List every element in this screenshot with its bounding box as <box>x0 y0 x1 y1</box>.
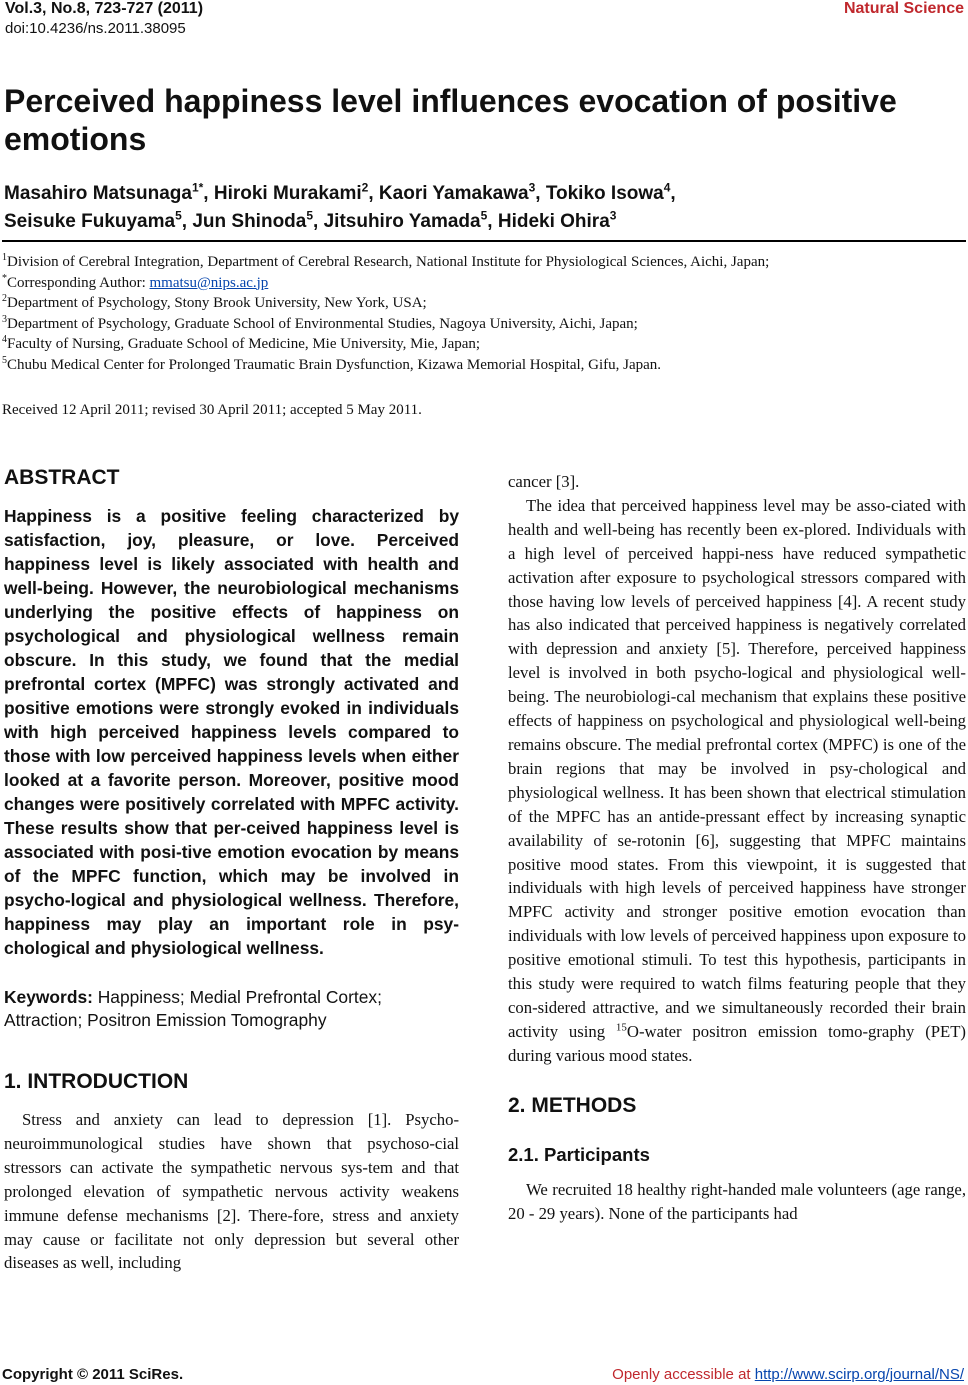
volume-info: Vol.3, No.8, 723-727 (2011) <box>5 0 204 17</box>
author: Masahiro Matsunaga <box>4 183 192 204</box>
affiliation-sup: 4 <box>2 334 7 346</box>
received-dates: Received 12 April 2011; revised 30 April 2011; accepted 5 May 2011. <box>2 402 422 418</box>
participants-text: We recruited 18 healthy right-handed male volunteers (age range, 20 - 29 years). None of the participants had <box>508 1179 966 1223</box>
author: Kaori Yamakawa <box>378 183 529 204</box>
author-sep: , <box>313 211 324 232</box>
right-column <box>508 470 966 1225</box>
author-sep: , <box>670 183 676 204</box>
open-access-text: Openly accessible at <box>612 1366 755 1383</box>
author-sup: 2 <box>361 180 369 195</box>
affiliation-sup: * <box>2 272 7 284</box>
keywords-label: Keywords: <box>4 987 93 1007</box>
affiliation <box>2 355 962 376</box>
paragraph-text: The idea that perceived happiness level may be asso-ciated with health and well-being has recently been ex-plored. Individuals with a high level of perceived happi-ness have reduced sympathetic activation after exposure to psychological stressors compared with those having low levels of perceived happiness [4]. A recent study has also indicated that perceived happiness is negatively correlated with depression and anxiety [5]. Therefore, perceived happiness level is involved in both psycho-logical and physiological well-being. The neurobiologi-cal mechanism that explains these positive effects of happiness on psychological and physiological well-being remains obscure. The medial prefrontal cortex (MPFC) is one of the brain regions that may be involved in psy-chological and physiological wellness. It has been shown that electrical stimulation of the MPFC has an antide-pressant effect by increasing synaptic availability of se-rotonin [6], suggesting that MPFC maintains positive mood states. From this viewpoint, it is suggested that individuals with high levels of perceived happiness have stronger MPFC activity and stronger positive emotion evocation than individuals with low levels of perceived happiness upon exposure to positive emotional stimuli. To test this hypothesis, participants in this study were required to watch films featuring people that they con-sidered attractive, and we simultaneously recorded their brain activity using <box>508 495 966 1041</box>
journal-url-link[interactable]: http://www.scirp.org/journal/NS/ <box>754 1366 964 1383</box>
author-sep: , <box>203 183 214 204</box>
introduction-text: Stress and anxiety can lead to depression [1]. Psycho-neuroimmunological studies have shown that psychoso-cial stressors can activate the sympathetic nervous sys-tem and that prolonged elevation of sympathetic nervous activity weakens immune defense mechanisms [2]. There-fore, stress and anxiety may cause or facilitate not only depression but several other diseases as well, including <box>4 1110 459 1273</box>
affiliation-text: Division of Cerebral Integration, Department of Cerebral Research, National Institute for Physiological Sciences, Aichi, Japan; <box>7 254 770 270</box>
affiliations <box>2 252 962 376</box>
author-sup: 1* <box>191 180 204 195</box>
author-list <box>4 180 954 236</box>
author-sep: , <box>181 211 193 232</box>
left-column <box>4 466 459 1275</box>
header-rule <box>2 240 966 242</box>
affiliation <box>2 334 962 355</box>
affiliation-text: Department of Psychology, Graduate School of Environmental Studies, Nagoya University, Aichi, Japan; <box>7 315 638 332</box>
author: Jun Shinoda <box>192 211 307 232</box>
author: Seisuke Fukuyama <box>4 211 176 232</box>
affiliation-sup: 3 <box>2 313 7 325</box>
isotope-superscript: 15 <box>615 1021 627 1034</box>
email-link[interactable]: mmatsu@nips.ac.jp <box>149 274 269 291</box>
author-sep: , <box>487 211 498 232</box>
author-sup: 4 <box>663 180 671 195</box>
affiliation-sup: 2 <box>2 293 7 305</box>
affiliation-sup: 1 <box>2 252 7 263</box>
affiliation-text: Chubu Medical Center for Prolonged Traumatic Brain Dysfunction, Kizawa Memorial Hospital, Gifu, Japan. <box>7 356 662 373</box>
methods-heading: 2. METHODS <box>508 1093 637 1117</box>
paper-title: Perceived happiness level influences evocation of positive emotions <box>4 83 897 157</box>
introduction-paragraph <box>508 494 966 1068</box>
affiliation <box>2 293 962 314</box>
author-sup: 3 <box>609 208 617 223</box>
continued-text: cancer [3]. <box>508 472 580 491</box>
author-sup: 5 <box>306 208 314 223</box>
keywords-text: Happiness; Medial Prefrontal Cortex; Attraction; Positron Emission Tomography <box>4 987 382 1030</box>
paragraph-text: O-water positron emission tomo-graphy (PET) during various mood states. <box>508 1021 966 1065</box>
copyright: Copyright © 2011 SciRes. <box>2 1366 184 1383</box>
author: Tokiko Isowa <box>545 183 664 204</box>
affiliation <box>2 314 962 335</box>
affiliation-text: Department of Psychology, Stony Brook University, New York, USA; <box>7 295 427 312</box>
affiliation-text: Corresponding Author: <box>7 274 150 291</box>
participants-heading: 2.1. Participants <box>508 1143 650 1165</box>
open-access-note <box>612 1366 964 1383</box>
author-sup: 3 <box>528 180 536 195</box>
affiliation-sup: 5 <box>2 354 7 366</box>
author: Jitsuhiro Yamada <box>323 211 481 232</box>
journal-name: Natural Science <box>843 0 964 17</box>
author: Hiroki Murakami <box>213 183 362 204</box>
author: Hideki Ohira <box>497 211 610 232</box>
keywords <box>4 986 459 1032</box>
affiliation <box>2 252 962 273</box>
author-sep: , <box>368 183 379 204</box>
author-sup: 5 <box>175 208 182 223</box>
abstract-heading: ABSTRACT <box>4 466 120 489</box>
doi: doi:10.4236/ns.2011.38095 <box>5 20 186 37</box>
introduction-heading: 1. INTRODUCTION <box>4 1070 189 1093</box>
abstract-text: Happiness is a positive feeling characterized by satisfaction, joy, pleasure, or love. Perceived happiness level is likely associated with health and well-being. However, the neurobiological mechanisms underlying the positive effects of happiness on psychological and physiological wellness remain obscure. In this study, we found that the medial prefrontal cortex (MPFC) was strongly activated and positive emotions were strongly evoked in individuals with high perceived happiness levels compared to those with low perceived happiness levels when either looked at a favorite person. Moreover, positive mood changes were positively correlated with MPFC activity. These results show that per-ceived happiness level is associated with posi-tive emotion evocation by means of the MPFC function, which may be involved in psycho-logical and physiological wellness. Therefore, happiness may play an important role in psy-chological and physiological wellness. <box>4 506 459 958</box>
affiliation-text: Faculty of Nursing, Graduate School of Medicine, Mie University, Mie, Japan; <box>7 336 481 353</box>
author-sep: , <box>535 183 546 204</box>
author-sup: 5 <box>480 208 488 223</box>
corresponding-author <box>2 273 962 294</box>
